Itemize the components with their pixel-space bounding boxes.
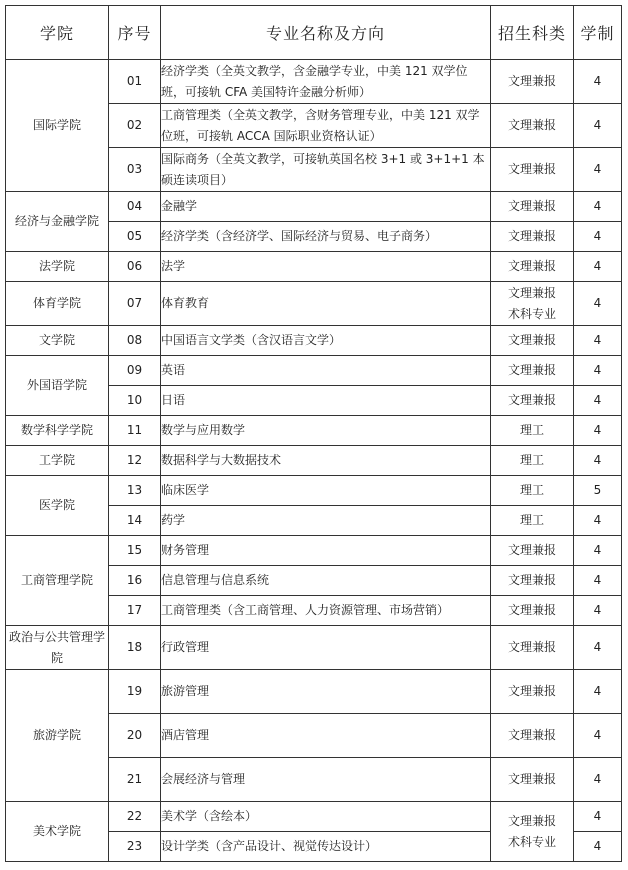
header-category: 招生科类	[491, 6, 574, 60]
category-cell	[491, 282, 574, 326]
category-cell: 文理兼报	[491, 104, 574, 148]
number-cell: 21	[109, 758, 161, 802]
category-cell: 理工	[491, 416, 574, 446]
majors-table	[5, 5, 622, 862]
category-cell: 理工	[491, 446, 574, 476]
table-row	[6, 326, 622, 356]
number-cell: 15	[109, 536, 161, 566]
category-cell: 理工	[491, 506, 574, 536]
years-cell: 4	[574, 222, 622, 252]
header-years: 学制	[574, 6, 622, 60]
category-cell: 文理兼报	[491, 60, 574, 104]
number-cell: 07	[109, 282, 161, 326]
major-cell: 工商管理类（含工商管理、人力资源管理、市场营销）	[161, 596, 491, 626]
school-cell: 医学院	[6, 476, 109, 536]
category-cell: 文理兼报	[491, 596, 574, 626]
number-cell: 01	[109, 60, 161, 104]
table-row	[6, 476, 622, 506]
major-cell: 数学与应用数学	[161, 416, 491, 446]
category-cell: 文理兼报	[491, 566, 574, 596]
number-cell: 09	[109, 356, 161, 386]
years-cell: 4	[574, 282, 622, 326]
category-cell: 文理兼报	[491, 148, 574, 192]
school-cell: 文学院	[6, 326, 109, 356]
table-row	[6, 252, 622, 282]
years-cell: 4	[574, 356, 622, 386]
major-cell: 数据科学与大数据技术	[161, 446, 491, 476]
major-cell: 日语	[161, 386, 491, 416]
years-cell: 4	[574, 386, 622, 416]
years-cell: 4	[574, 416, 622, 446]
years-cell: 4	[574, 252, 622, 282]
years-cell: 4	[574, 506, 622, 536]
category-cell: 文理兼报	[491, 758, 574, 802]
category-cell: 文理兼报	[491, 670, 574, 714]
table-row	[6, 416, 622, 446]
category-line-2: 术科专业	[507, 834, 556, 849]
number-cell: 22	[109, 802, 161, 832]
major-cell: 经济学类（含经济学、国际经济与贸易、电子商务）	[161, 222, 491, 252]
category-cell: 文理兼报	[491, 326, 574, 356]
number-cell: 02	[109, 104, 161, 148]
major-cell: 行政管理	[161, 626, 491, 670]
major-cell: 中国语言文学类（含汉语言文学）	[161, 326, 491, 356]
major-cell: 酒店管理	[161, 714, 491, 758]
school-cell: 外国语学院	[6, 356, 109, 416]
years-cell: 4	[574, 758, 622, 802]
school-cell: 美术学院	[6, 802, 109, 862]
major-cell: 药学	[161, 506, 491, 536]
header-major: 专业名称及方向	[161, 6, 491, 60]
category-cell: 文理兼报	[491, 356, 574, 386]
number-cell: 20	[109, 714, 161, 758]
category-cell: 文理兼报	[491, 222, 574, 252]
number-cell: 08	[109, 326, 161, 356]
major-cell: 设计学类（含产品设计、视觉传达设计）	[161, 832, 491, 862]
category-line-1: 文理兼报	[507, 813, 556, 828]
category-cell: 文理兼报	[491, 626, 574, 670]
number-cell: 17	[109, 596, 161, 626]
category-line-2: 术科专业	[507, 306, 556, 321]
major-cell: 工商管理类（全英文教学，含财务管理专业，中美 121 双学位班，可接轨 ACCA 国际职业资格认证）	[161, 104, 491, 148]
years-cell: 4	[574, 536, 622, 566]
school-cell: 旅游学院	[6, 670, 109, 802]
school-cell: 体育学院	[6, 282, 109, 326]
number-cell: 12	[109, 446, 161, 476]
years-cell: 4	[574, 832, 622, 862]
years-cell: 4	[574, 714, 622, 758]
number-cell: 23	[109, 832, 161, 862]
number-cell: 03	[109, 148, 161, 192]
table-row	[6, 536, 622, 566]
number-cell: 18	[109, 626, 161, 670]
major-cell: 会展经济与管理	[161, 758, 491, 802]
category-cell: 文理兼报	[491, 252, 574, 282]
years-cell: 4	[574, 148, 622, 192]
category-cell: 文理兼报	[491, 386, 574, 416]
years-cell: 4	[574, 566, 622, 596]
table-row	[6, 802, 622, 832]
years-cell: 4	[574, 802, 622, 832]
category-line-1: 文理兼报	[507, 285, 556, 300]
number-cell: 13	[109, 476, 161, 506]
number-cell: 04	[109, 192, 161, 222]
school-cell: 政治与公共管理学院	[6, 626, 109, 670]
years-cell: 5	[574, 476, 622, 506]
number-cell: 10	[109, 386, 161, 416]
number-cell: 05	[109, 222, 161, 252]
school-cell: 工学院	[6, 446, 109, 476]
years-cell: 4	[574, 104, 622, 148]
major-cell: 经济学类（全英文教学，含金融学专业，中美 121 双学位班，可接轨 CFA 美国特许金融分析师）	[161, 60, 491, 104]
table-row	[6, 446, 622, 476]
school-cell: 数学科学学院	[6, 416, 109, 446]
major-cell: 临床医学	[161, 476, 491, 506]
major-cell: 信息管理与信息系统	[161, 566, 491, 596]
category-cell: 理工	[491, 476, 574, 506]
table-row	[6, 356, 622, 386]
years-cell: 4	[574, 326, 622, 356]
number-cell: 19	[109, 670, 161, 714]
header-school: 学院	[6, 6, 109, 60]
years-cell: 4	[574, 60, 622, 104]
table-row	[6, 626, 622, 670]
table-row	[6, 192, 622, 222]
major-cell: 法学	[161, 252, 491, 282]
majors-table-container	[5, 5, 622, 862]
years-cell: 4	[574, 670, 622, 714]
major-cell: 金融学	[161, 192, 491, 222]
header-row	[6, 6, 622, 60]
school-cell: 工商管理学院	[6, 536, 109, 626]
years-cell: 4	[574, 626, 622, 670]
category-cell: 文理兼报	[491, 192, 574, 222]
number-cell: 16	[109, 566, 161, 596]
years-cell: 4	[574, 192, 622, 222]
major-cell: 体育教育	[161, 282, 491, 326]
table-row	[6, 60, 622, 104]
major-cell: 财务管理	[161, 536, 491, 566]
school-cell: 国际学院	[6, 60, 109, 192]
number-cell: 14	[109, 506, 161, 536]
category-cell: 文理兼报	[491, 536, 574, 566]
major-cell: 国际商务（全英文教学，可接轨英国名校 3+1 或 3+1+1 本硕连读项目）	[161, 148, 491, 192]
table-row	[6, 282, 622, 326]
major-cell: 美术学（含绘本）	[161, 802, 491, 832]
major-cell: 英语	[161, 356, 491, 386]
table-row	[6, 670, 622, 714]
years-cell: 4	[574, 446, 622, 476]
category-cell: 文理兼报	[491, 714, 574, 758]
header-number: 序号	[109, 6, 161, 60]
years-cell: 4	[574, 596, 622, 626]
number-cell: 11	[109, 416, 161, 446]
number-cell: 06	[109, 252, 161, 282]
school-cell: 法学院	[6, 252, 109, 282]
category-cell	[491, 802, 574, 862]
school-cell: 经济与金融学院	[6, 192, 109, 252]
major-cell: 旅游管理	[161, 670, 491, 714]
